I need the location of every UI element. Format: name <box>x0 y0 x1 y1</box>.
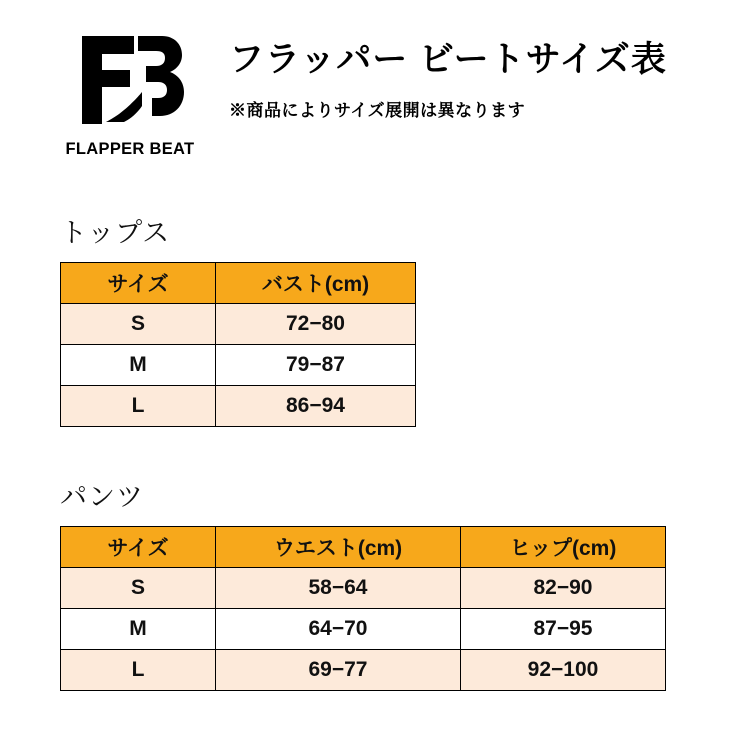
cell-hip: 82−90 <box>461 568 666 609</box>
cell-size: L <box>61 650 216 691</box>
page-title: フラッパー ビートサイズ表 <box>229 40 667 79</box>
cell-bust: 72−80 <box>216 304 416 345</box>
column-header-hip: ヒップ(cm) <box>461 527 666 568</box>
cell-waist: 64−70 <box>216 609 461 650</box>
column-header-bust: バスト(cm) <box>216 263 416 304</box>
table-row <box>61 609 666 650</box>
cell-size: M <box>61 609 216 650</box>
section-tops <box>0 211 730 427</box>
table-row <box>61 345 416 386</box>
page-subtitle-note: ※商品によりサイズ展開は異なります <box>229 101 526 121</box>
title-block <box>229 30 667 121</box>
column-header-size: サイズ <box>61 263 216 304</box>
table-row <box>61 304 416 345</box>
pants-size-table <box>60 526 666 691</box>
flapper-beat-logo-icon <box>76 30 184 130</box>
table-row <box>61 386 416 427</box>
section-pants <box>0 475 730 691</box>
section-title-tops: トップス <box>60 218 171 248</box>
page-header <box>0 0 730 159</box>
cell-size: S <box>61 568 216 609</box>
column-header-waist: ウエスト(cm) <box>216 527 461 568</box>
cell-size: L <box>61 386 216 427</box>
cell-hip: 87−95 <box>461 609 666 650</box>
brand-logo <box>55 30 205 159</box>
column-header-size: サイズ <box>61 527 216 568</box>
cell-bust: 79−87 <box>216 345 416 386</box>
table-row <box>61 650 666 691</box>
cell-hip: 92−100 <box>461 650 666 691</box>
brand-logo-text: FLAPPER BEAT <box>65 140 195 158</box>
cell-waist: 58−64 <box>216 568 461 609</box>
table-header-row <box>61 527 666 568</box>
table-row <box>61 568 666 609</box>
cell-waist: 69−77 <box>216 650 461 691</box>
cell-size: M <box>61 345 216 386</box>
tops-size-table <box>60 262 416 427</box>
section-title-pants: パンツ <box>60 482 144 512</box>
cell-bust: 86−94 <box>216 386 416 427</box>
table-header-row <box>61 263 416 304</box>
cell-size: S <box>61 304 216 345</box>
